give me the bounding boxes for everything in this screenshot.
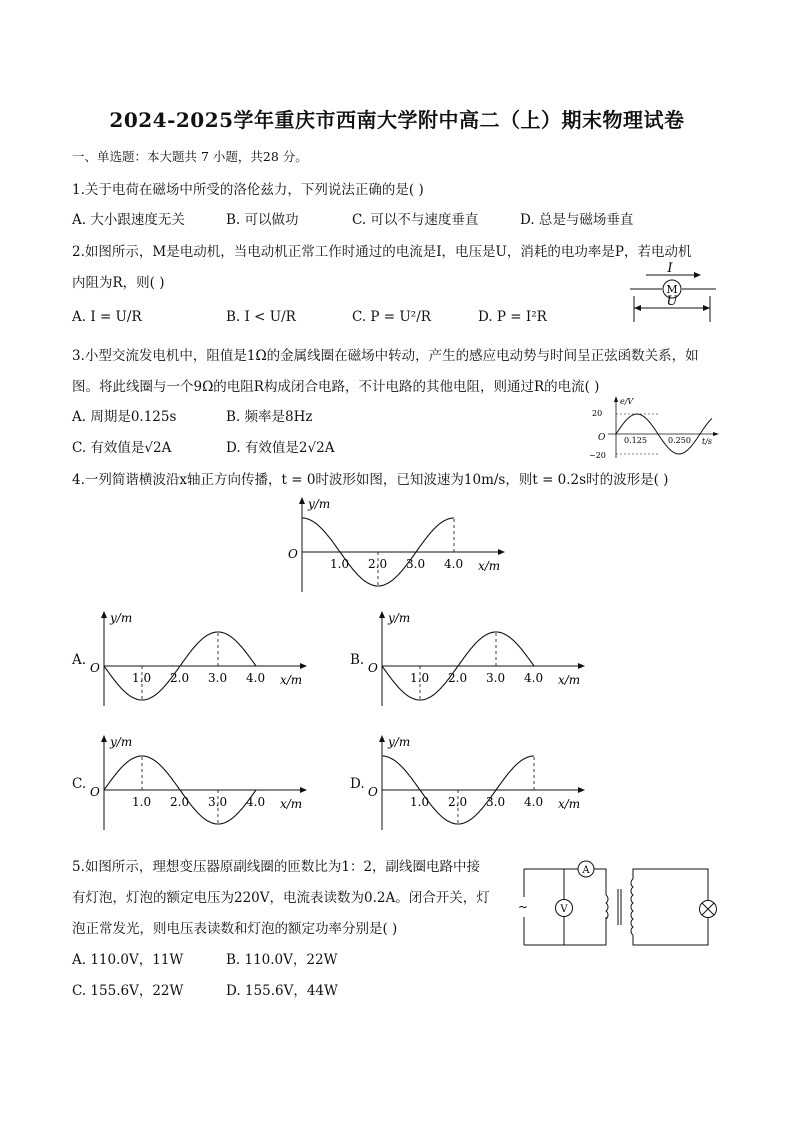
q3-x2-label: 0.250 bbox=[668, 436, 691, 445]
q4-choice-c bbox=[84, 732, 310, 836]
wave-x-axis-label: x/m bbox=[478, 559, 501, 573]
q3-y-top-label: 20 bbox=[592, 409, 603, 418]
wave-y-axis-label: y/m bbox=[308, 497, 331, 511]
wave-x-axis-label: x/m bbox=[280, 797, 303, 811]
wave-tick-label: 3.0 bbox=[486, 795, 506, 809]
q5-option-a: A. 110.0V，11W bbox=[72, 952, 184, 968]
q3-stem-line2: 图。将此线圈与一个9Ω的电阻R构成闭合电路，不计电路的其他电阻，则通过R的电流( ) bbox=[72, 379, 600, 395]
q2-option-d: D. P = I²R bbox=[478, 309, 547, 325]
q3-y-bottom-label: −20 bbox=[589, 451, 606, 460]
q3-y-axis-label: e/V bbox=[620, 397, 634, 406]
q2-option-c: C. P = U²/R bbox=[352, 309, 431, 325]
q4-choice-b-label: B. bbox=[350, 652, 365, 668]
wave-tick-label: 4.0 bbox=[444, 557, 464, 571]
q4-choice-b bbox=[362, 608, 588, 712]
wave-origin-label: O bbox=[368, 785, 378, 799]
q2-motor-label: M bbox=[666, 283, 678, 296]
wave-origin-label: O bbox=[368, 661, 378, 675]
q5-option-d: D. 155.6V，44W bbox=[226, 983, 338, 999]
q4-choice-b-svg bbox=[362, 608, 588, 708]
wave-tick-label: 1.0 bbox=[132, 795, 152, 809]
q4-choice-d-label: D. bbox=[350, 776, 365, 792]
wave-tick-label: 2.0 bbox=[448, 795, 468, 809]
wave-y-axis-label: y/m bbox=[110, 735, 133, 749]
q3-origin-label: O bbox=[598, 433, 606, 443]
q5-stem-line3: 泡正常发光，则电压表读数和灯泡的额定功率分别是( ) bbox=[72, 921, 398, 937]
q1-stem: 1.关于电荷在磁场中所受的洛伦兹力，下列说法正确的是( ) bbox=[72, 182, 424, 198]
wave-tick-label: 3.0 bbox=[208, 671, 228, 685]
wave-tick-label: 4.0 bbox=[246, 671, 266, 685]
wave-tick-label: 2.0 bbox=[448, 671, 468, 685]
q4-choice-c-label: C. bbox=[72, 776, 87, 792]
wave-y-axis-label: y/m bbox=[388, 735, 411, 749]
q1-option-c: C. 可以不与速度垂直 bbox=[352, 212, 479, 228]
page-title: 2024-2025学年重庆市西南大学附中高二（上）期末物理试卷 bbox=[109, 108, 685, 132]
wave-x-axis-label: x/m bbox=[280, 673, 303, 687]
q5-option-c: C. 155.6V，22W bbox=[72, 983, 184, 999]
primary-coil-icon bbox=[606, 895, 608, 919]
q4-main-wave bbox=[282, 494, 508, 598]
q5-transformer-circuit bbox=[516, 855, 722, 951]
q1-option-a: A. 大小跟速度无关 bbox=[72, 212, 185, 228]
wave-tick-label: 4.0 bbox=[246, 795, 266, 809]
q4-choice-c-svg bbox=[84, 732, 310, 832]
wave-tick-label: 1.0 bbox=[132, 671, 152, 685]
q3-x1-label: 0.125 bbox=[624, 436, 647, 445]
q2-motor-figure bbox=[626, 258, 722, 324]
q3-option-c: C. 有效值是√2A bbox=[72, 440, 172, 456]
q4-main-wave-svg bbox=[282, 494, 508, 594]
wave-y-axis-label: y/m bbox=[388, 611, 411, 625]
q2-stem-line2: 内阻为R，则( ) bbox=[72, 275, 165, 291]
q5-ammeter-label: A bbox=[582, 865, 590, 876]
wave-tick-label: 2.0 bbox=[170, 795, 190, 809]
q3-option-b: B. 频率是8Hz bbox=[226, 409, 313, 425]
q3-x-axis-label: t/s bbox=[702, 437, 713, 446]
q3-option-d: D. 有效值是2√2A bbox=[226, 440, 335, 456]
q4-choice-a bbox=[84, 608, 310, 712]
wave-tick-label: 1.0 bbox=[330, 557, 350, 571]
wave-tick-label: 3.0 bbox=[486, 671, 506, 685]
wave-origin-label: O bbox=[288, 547, 298, 561]
wave-tick-label: 1.0 bbox=[410, 795, 430, 809]
wave-tick-label: 3.0 bbox=[406, 557, 426, 571]
wave-x-axis-label: x/m bbox=[558, 797, 581, 811]
q3-stem-line1: 3.小型交流发电机中，阻值是1Ω的金属线圈在磁场中转动，产生的感应电动势与时间呈正弦函数关系，如 bbox=[72, 348, 699, 364]
q4-choice-a-svg bbox=[84, 608, 310, 708]
section-heading: 一、单选题：本大题共 7 小题，共28 分。 bbox=[72, 149, 308, 164]
q2-option-a: A. I = U/R bbox=[72, 309, 142, 325]
wave-tick-label: 3.0 bbox=[208, 795, 228, 809]
secondary-coil-icon bbox=[631, 879, 633, 935]
q3-emf-graph bbox=[588, 394, 724, 460]
q3-option-a: A. 周期是0.125s bbox=[72, 409, 177, 425]
q5-voltmeter-label: V bbox=[560, 904, 568, 915]
q2-voltage-label: U bbox=[666, 294, 678, 309]
wave-x-axis-label: x/m bbox=[558, 673, 581, 687]
q5-stem-line2: 有灯泡，灯泡的额定电压为220V，电流表读数为0.2A。闭合开关，灯 bbox=[72, 890, 490, 906]
q4-choice-d-svg bbox=[362, 732, 588, 832]
q2-stem-line1: 2.如图所示，M是电动机，当电动机正常工作时通过的电流是I，电压是U，消耗的电功率是P，若电动机 bbox=[72, 244, 692, 260]
wave-tick-label: 4.0 bbox=[524, 795, 544, 809]
q4-stem: 4.一列简谐横波沿x轴正方向传播，t = 0时波形如图，已知波速为10m/s，则t = 0.2s时的波形是( ) bbox=[72, 472, 669, 488]
q5-stem-line1: 5.如图所示，理想变压器原副线圈的匝数比为1：2，副线圈电路中接 bbox=[72, 859, 481, 875]
ac-source-icon: ~ bbox=[518, 900, 529, 914]
wave-tick-label: 2.0 bbox=[368, 557, 388, 571]
q5-option-b: B. 110.0V，22W bbox=[226, 952, 338, 968]
q4-choice-d bbox=[362, 732, 588, 836]
wave-origin-label: O bbox=[90, 661, 100, 675]
q4-choice-a-label: A. bbox=[72, 652, 87, 668]
q2-option-b: B. I < U/R bbox=[226, 309, 296, 325]
wave-tick-label: 1.0 bbox=[410, 671, 430, 685]
wave-origin-label: O bbox=[90, 785, 100, 799]
q1-option-b: B. 可以做功 bbox=[226, 212, 299, 228]
wave-tick-label: 4.0 bbox=[524, 671, 544, 685]
q1-option-d: D. 总是与磁场垂直 bbox=[520, 212, 634, 228]
wave-tick-label: 2.0 bbox=[170, 671, 190, 685]
q2-current-label: I bbox=[667, 261, 673, 276]
wave-y-axis-label: y/m bbox=[110, 611, 133, 625]
